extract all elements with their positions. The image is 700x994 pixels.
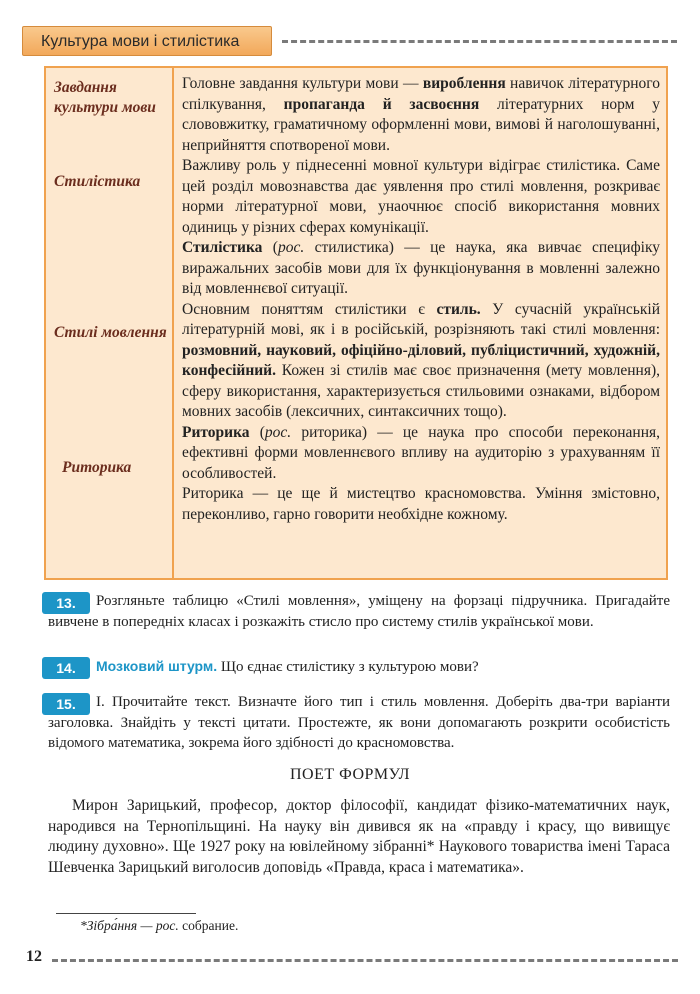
table-column-divider xyxy=(172,66,174,580)
footnote-abbr: рос. xyxy=(155,918,179,933)
page-number: 12 xyxy=(26,948,42,965)
header-divider xyxy=(282,40,677,43)
term-styles: Стилі мовлення xyxy=(54,324,167,341)
table-content xyxy=(182,74,660,525)
article-body xyxy=(48,796,670,878)
row-rhetoric-paragraph-2: Риторика — це ще й мистецтво красномовства. Уміння змістовно, переконливо, гарно говорити необхідне кожному. xyxy=(182,485,660,523)
section-title: Культура мови і стилістика xyxy=(22,26,272,56)
footer-divider xyxy=(52,959,678,962)
footnote-translation: собрание. xyxy=(182,918,239,933)
task-15-text: І. Прочитайте текст. Визначте його тип і стиль мовлення. Доберіть два-три варіанти заголовка. Знайдіть у тексті цитати. Простежте, як вони допомагають розкрити особистість відомого математика, зокрема його здібності до красномовства. xyxy=(48,694,670,751)
row-rhetoric-paragraph-1: Риторика (рос. риторика) — це наука про способи переконання, ефективні форми мовленнєвого впливу на аудиторію з урахуванням її особливостей. xyxy=(182,423,660,482)
brainstorm-label: Мозковий штурм. xyxy=(96,658,218,674)
task-15-number: 15. xyxy=(42,693,90,715)
task-14-text xyxy=(48,656,670,678)
article-title: ПОЕТ ФОРМУЛ xyxy=(289,766,411,783)
task-14-question: Що єднає стилістику з культурою мови? xyxy=(220,659,479,675)
row-styles-paragraph: Основним поняттям стилістики є стиль. У сучасній українській літературній мові, як і в російській, розрізняють такі стилі мовлення: розмовний, науковий, офіційно-діловий, публіцистичний, художній, конфесійний. Кожен зі стилів має своє призначення (мету мовлення), сферу використання, характеризується стильовими ознаками, відбором мовних засобів (лексичних, синтаксичних тощо). xyxy=(182,300,660,420)
task-14-number: 14. xyxy=(42,657,90,679)
row-culture-paragraph: Головне завдання культури мови — вироблення навичок літературного спілкування, пропаганда й засвоєння літературних норм у слововжитку, граматичному оформленні мови, вимові й наголошуванні, неприйняття спотвореної мови. xyxy=(182,75,660,154)
article-paragraph: Мирон Зарицький, професор, доктор філософії, кандидат фізико-математичних наук, народився на Тернопільщині. На науку він дивився як на «правду і красу, що вивищує людину духовно». Ще 1927 року на ювілейному зібранні* Наукового товариства імені Тараса Шевченка Зарицький виголосив доповідь «Правда, краса і математика». xyxy=(48,797,670,876)
footnote xyxy=(80,918,238,934)
task-13-text: Розгляньте таблицю «Стилі мовлення», уміщену на форзаці підручника. Пригадайте вивчене в попередніх класах і розкажіть стисло про систему стилів української мови. xyxy=(48,593,670,630)
term-stylistics: Стилістика xyxy=(54,173,141,190)
footnote-term: *Зібра́ння — xyxy=(80,918,153,933)
term-culture: Завдання культури мови xyxy=(54,79,156,116)
task-13-number: 13. xyxy=(42,592,90,614)
row-stylistics-paragraph-2: Стилістика (рос. стилистика) — це наука, яка вивчає специфіку виражальних засобів мови для їх функціонування в мовленні залежно від мовленнєвої ситуації. xyxy=(182,239,660,297)
footnote-divider xyxy=(56,913,196,914)
row-stylistics-paragraph-1: Важливу роль у піднесенні мовної культури відіграє стилістика. Саме цей розділ мовознавства дає уявлення про стилі мовлення, розкриває норми літературної мови, унаочнює спосіб використання мовних одиниць у різних сферах комунікації. xyxy=(182,157,660,236)
term-rhetoric: Риторика xyxy=(62,459,132,476)
